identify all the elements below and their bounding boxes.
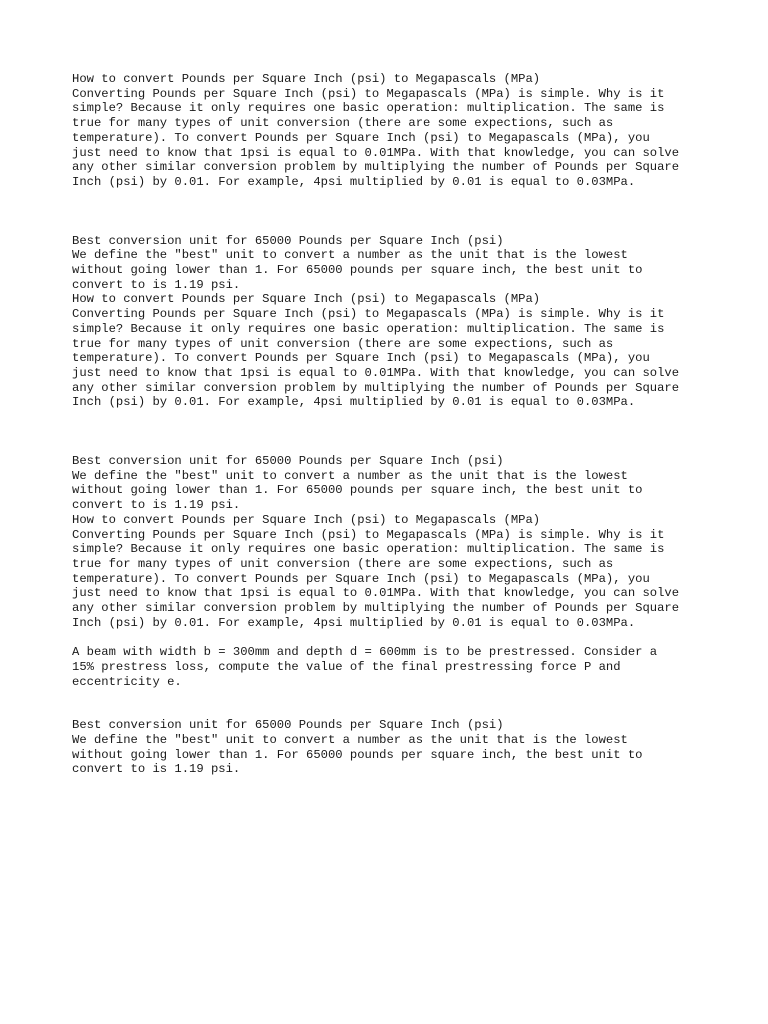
text-line: We define the "best" unit to convert a number as the unit that is the lowest <box>72 248 628 263</box>
text-line: just need to know that 1psi is equal to 0.01MPa. With that knowledge, you can solve <box>72 586 680 601</box>
text-line: convert to is 1.19 psi. <box>72 498 241 513</box>
text-line: A beam with width b = 300mm and depth d = 600mm is to be prestressed. Consider a <box>72 645 658 660</box>
text-line: simple? Because it only requires one basic operation: multiplication. The same is <box>72 321 665 336</box>
text-line: temperature). To convert Pounds per Square Inch (psi) to Megapascals (MPa), you <box>72 351 650 366</box>
text-line: true for many types of unit conversion (there are some expections, such as <box>72 336 614 351</box>
best-unit-section <box>72 454 712 513</box>
beam-problem-paragraph <box>72 645 712 689</box>
document-page <box>72 72 712 777</box>
section-heading: Best conversion unit for 65000 Pounds per Square Inch (psi) <box>72 718 504 733</box>
text-line: any other similar conversion problem by multiplying the number of Pounds per Square <box>72 601 680 616</box>
best-unit-section <box>72 718 712 777</box>
text-line: temperature). To convert Pounds per Square Inch (psi) to Megapascals (MPa), you <box>72 130 650 145</box>
text-line: Converting Pounds per Square Inch (psi) to Megapascals (MPa) is simple. Why is it <box>72 86 665 101</box>
text-line: any other similar conversion problem by multiplying the number of Pounds per Square <box>72 380 680 395</box>
text-line: Inch (psi) by 0.01. For example, 4psi multiplied by 0.01 is equal to 0.03MPa. <box>72 174 636 189</box>
text-line: temperature). To convert Pounds per Square Inch (psi) to Megapascals (MPa), you <box>72 571 650 586</box>
conversion-howto-section <box>72 292 712 410</box>
section-heading: How to convert Pounds per Square Inch (psi) to Megapascals (MPa) <box>72 512 541 527</box>
text-line: Converting Pounds per Square Inch (psi) to Megapascals (MPa) is simple. Why is it <box>72 307 665 322</box>
text-line: simple? Because it only requires one basic operation: multiplication. The same is <box>72 101 665 116</box>
text-line: convert to is 1.19 psi. <box>72 762 241 777</box>
text-line: Converting Pounds per Square Inch (psi) to Megapascals (MPa) is simple. Why is it <box>72 527 665 542</box>
section-heading: How to convert Pounds per Square Inch (psi) to Megapascals (MPa) <box>72 292 541 307</box>
text-line: Inch (psi) by 0.01. For example, 4psi multiplied by 0.01 is equal to 0.03MPa. <box>72 395 636 410</box>
section-heading: How to convert Pounds per Square Inch (psi) to Megapascals (MPa) <box>72 72 541 86</box>
section-heading: Best conversion unit for 65000 Pounds per Square Inch (psi) <box>72 454 504 469</box>
conversion-howto-section <box>72 513 712 631</box>
text-line: just need to know that 1psi is equal to 0.01MPa. With that knowledge, you can solve <box>72 145 680 160</box>
text-line: simple? Because it only requires one basic operation: multiplication. The same is <box>72 542 665 557</box>
text-line: without going lower than 1. For 65000 pounds per square inch, the best unit to <box>72 263 643 278</box>
text-line: We define the "best" unit to convert a number as the unit that is the lowest <box>72 733 628 747</box>
text-line: true for many types of unit conversion (there are some expections, such as <box>72 556 614 571</box>
text-line: without going lower than 1. For 65000 pounds per square inch, the best unit to <box>72 747 643 762</box>
text-line: eccentricity e. <box>72 674 182 689</box>
text-line: just need to know that 1psi is equal to 0.01MPa. With that knowledge, you can solve <box>72 365 680 380</box>
text-line: any other similar conversion problem by multiplying the number of Pounds per Square <box>72 160 680 175</box>
conversion-howto-section <box>72 72 712 190</box>
text-line: 15% prestress loss, compute the value of the final prestressing force P and <box>72 659 621 674</box>
section-heading: Best conversion unit for 65000 Pounds per Square Inch (psi) <box>72 233 504 248</box>
best-unit-section <box>72 234 712 293</box>
text-line: We define the "best" unit to convert a number as the unit that is the lowest <box>72 468 628 483</box>
text-line: true for many types of unit conversion (there are some expections, such as <box>72 116 614 131</box>
text-line: Inch (psi) by 0.01. For example, 4psi multiplied by 0.01 is equal to 0.03MPa. <box>72 615 636 630</box>
text-line: without going lower than 1. For 65000 pounds per square inch, the best unit to <box>72 483 643 498</box>
text-line: convert to is 1.19 psi. <box>72 277 241 292</box>
